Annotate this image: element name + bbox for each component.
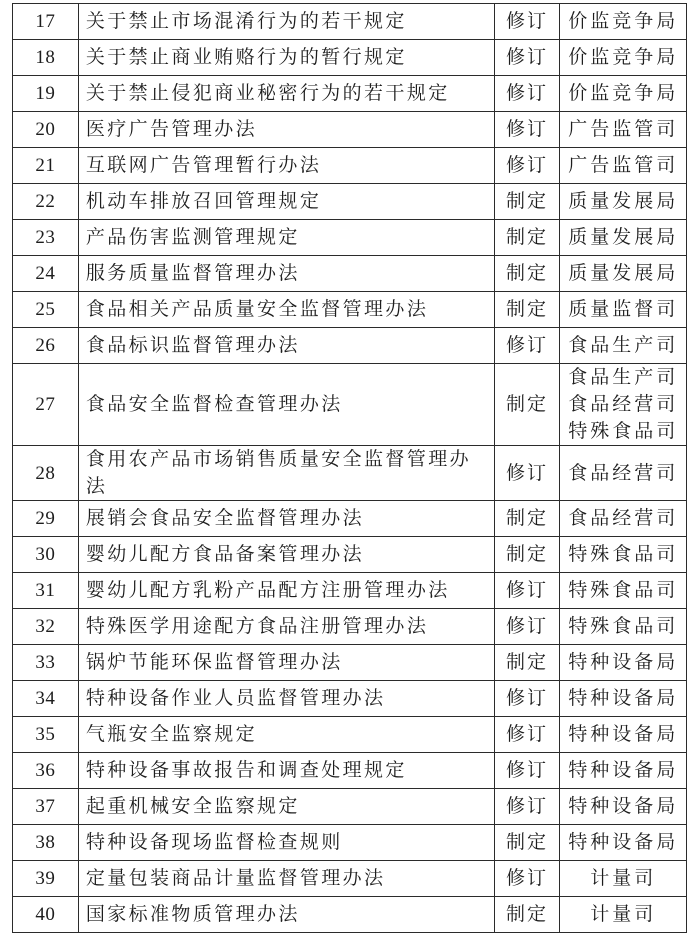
- action-type-cell: 制定: [494, 256, 560, 292]
- row-number-cell: 23: [13, 220, 79, 256]
- action-type-cell: 修订: [494, 609, 560, 645]
- department-cell: [560, 220, 687, 256]
- regulation-name-cell: 婴幼儿配方乳粉产品配方注册管理办法: [78, 573, 494, 609]
- action-type-cell: 修订: [494, 112, 560, 148]
- action-type-cell: 修订: [494, 76, 560, 112]
- table-row: [13, 789, 687, 825]
- action-type-cell: 制定: [494, 897, 560, 933]
- table-row: [13, 220, 687, 256]
- table-row: [13, 753, 687, 789]
- document-page: [0, 3, 687, 925]
- action-type-cell: 修订: [494, 40, 560, 76]
- action-type-cell: 修订: [494, 148, 560, 184]
- table-row: [13, 112, 687, 148]
- regulation-name-cell: 锅炉节能环保监督管理办法: [78, 645, 494, 681]
- table-row: [13, 609, 687, 645]
- regulation-name-cell: 特种设备作业人员监督管理办法: [78, 681, 494, 717]
- row-number-cell: 36: [13, 753, 79, 789]
- row-number-cell: 27: [13, 364, 79, 446]
- department-cell: [560, 861, 687, 897]
- row-number-cell: 37: [13, 789, 79, 825]
- action-type-cell: 修订: [494, 861, 560, 897]
- department-line: 特种设备局: [568, 832, 679, 853]
- regulation-name-cell: 气瓶安全监察规定: [78, 717, 494, 753]
- department-line: 质量监督司: [568, 299, 679, 320]
- row-number-cell: 28: [13, 446, 79, 501]
- department-cell: [560, 573, 687, 609]
- row-number-cell: 18: [13, 40, 79, 76]
- row-number-cell: 35: [13, 717, 79, 753]
- row-number-cell: 34: [13, 681, 79, 717]
- regulations-table: [12, 3, 687, 933]
- department-line: 特殊食品司: [568, 544, 679, 565]
- department-line: 质量发展局: [568, 191, 679, 212]
- department-cell: [560, 328, 687, 364]
- department-cell: [560, 364, 687, 446]
- department-line: 食品生产司: [568, 367, 679, 388]
- action-type-cell: 制定: [494, 501, 560, 537]
- regulation-name-cell: 展销会食品安全监督管理办法: [78, 501, 494, 537]
- department-line: 特种设备局: [568, 652, 679, 673]
- regulation-name-cell: 定量包装商品计量监督管理办法: [78, 861, 494, 897]
- department-cell: [560, 4, 687, 40]
- regulations-table-body: [13, 4, 687, 933]
- department-line: 广告监管司: [568, 155, 679, 176]
- department-cell: [560, 645, 687, 681]
- department-line: 食品经营司: [568, 462, 679, 484]
- action-type-cell: 修订: [494, 753, 560, 789]
- action-type-cell: 修订: [494, 446, 560, 501]
- regulation-name-cell: 关于禁止市场混淆行为的若干规定: [78, 4, 494, 40]
- department-line: 特种设备局: [568, 724, 679, 745]
- table-row: [13, 897, 687, 933]
- department-cell: [560, 76, 687, 112]
- regulation-name-cell: 互联网广告管理暂行办法: [78, 148, 494, 184]
- table-row: [13, 501, 687, 537]
- action-type-cell: 修订: [494, 4, 560, 40]
- regulation-name-cell: 食品标识监督管理办法: [78, 328, 494, 364]
- row-number-cell: 21: [13, 148, 79, 184]
- action-type-cell: 修订: [494, 717, 560, 753]
- table-row: [13, 645, 687, 681]
- row-number-cell: 24: [13, 256, 79, 292]
- row-number-cell: 38: [13, 825, 79, 861]
- regulation-name-cell: 婴幼儿配方食品备案管理办法: [78, 537, 494, 573]
- department-line: 特殊食品司: [568, 616, 679, 637]
- action-type-cell: 修订: [494, 328, 560, 364]
- regulation-name-cell: 起重机械安全监察规定: [78, 789, 494, 825]
- department-line: 质量发展局: [568, 263, 679, 284]
- regulation-name-cell: 国家标准物质管理办法: [78, 897, 494, 933]
- regulation-name-cell: 关于禁止商业贿赂行为的暂行规定: [78, 40, 494, 76]
- row-number-cell: 19: [13, 76, 79, 112]
- table-row: [13, 825, 687, 861]
- department-cell: [560, 40, 687, 76]
- table-row: [13, 446, 687, 501]
- regulation-name-cell: 机动车排放召回管理规定: [78, 184, 494, 220]
- table-row: [13, 76, 687, 112]
- department-line: 计量司: [590, 904, 657, 925]
- regulation-name-cell: 特殊医学用途配方食品注册管理办法: [78, 609, 494, 645]
- department-line: 价监竞争局: [568, 47, 679, 68]
- department-line: 食品经营司: [568, 394, 679, 415]
- department-cell: [560, 148, 687, 184]
- row-number-cell: 33: [13, 645, 79, 681]
- regulation-name-cell: 食用农产品市场销售质量安全监督管理办法: [78, 446, 494, 501]
- department-cell: [560, 112, 687, 148]
- department-cell: [560, 292, 687, 328]
- department-cell: [560, 681, 687, 717]
- department-line: 质量发展局: [568, 227, 679, 248]
- regulation-name-cell: 食品安全监督检查管理办法: [78, 364, 494, 446]
- department-cell: [560, 789, 687, 825]
- department-cell: [560, 501, 687, 537]
- regulation-name-cell: 特种设备现场监督检查规则: [78, 825, 494, 861]
- action-type-cell: 修订: [494, 681, 560, 717]
- regulation-name-cell: 食品相关产品质量安全监督管理办法: [78, 292, 494, 328]
- department-line: 特种设备局: [568, 760, 679, 781]
- table-row: [13, 861, 687, 897]
- action-type-cell: 制定: [494, 220, 560, 256]
- department-line: 特种设备局: [568, 796, 679, 817]
- table-row: [13, 717, 687, 753]
- row-number-cell: 39: [13, 861, 79, 897]
- action-type-cell: 制定: [494, 184, 560, 220]
- department-cell: [560, 256, 687, 292]
- row-number-cell: 40: [13, 897, 79, 933]
- action-type-cell: 制定: [494, 364, 560, 446]
- table-row: [13, 328, 687, 364]
- department-cell: [560, 897, 687, 933]
- action-type-cell: 制定: [494, 825, 560, 861]
- department-cell: [560, 537, 687, 573]
- action-type-cell: 修订: [494, 573, 560, 609]
- regulation-name-cell: 关于禁止侵犯商业秘密行为的若干规定: [78, 76, 494, 112]
- department-line: 特殊食品司: [568, 580, 679, 601]
- table-row: [13, 148, 687, 184]
- row-number-cell: 25: [13, 292, 79, 328]
- regulation-name-cell: 服务质量监督管理办法: [78, 256, 494, 292]
- action-type-cell: 制定: [494, 537, 560, 573]
- department-cell: [560, 446, 687, 501]
- row-number-cell: 22: [13, 184, 79, 220]
- department-line: 广告监管司: [568, 119, 679, 140]
- regulation-name-cell: 特种设备事故报告和调查处理规定: [78, 753, 494, 789]
- row-number-cell: 32: [13, 609, 79, 645]
- regulation-name-cell: 医疗广告管理办法: [78, 112, 494, 148]
- department-cell: [560, 825, 687, 861]
- department-line: 价监竞争局: [568, 11, 679, 32]
- row-number-cell: 20: [13, 112, 79, 148]
- action-type-cell: 修订: [494, 789, 560, 825]
- table-row: [13, 256, 687, 292]
- department-line: 特种设备局: [568, 688, 679, 709]
- table-row: [13, 4, 687, 40]
- row-number-cell: 26: [13, 328, 79, 364]
- row-number-cell: 17: [13, 4, 79, 40]
- row-number-cell: 29: [13, 501, 79, 537]
- department-cell: [560, 717, 687, 753]
- table-row: [13, 292, 687, 328]
- department-line: 特殊食品司: [568, 421, 679, 442]
- table-row: [13, 573, 687, 609]
- department-line: 食品生产司: [568, 335, 679, 356]
- row-number-cell: 31: [13, 573, 79, 609]
- department-cell: [560, 609, 687, 645]
- action-type-cell: 制定: [494, 645, 560, 681]
- department-line: 食品经营司: [568, 508, 679, 529]
- action-type-cell: 制定: [494, 292, 560, 328]
- department-line: 价监竞争局: [568, 83, 679, 104]
- regulation-name-cell: 产品伤害监测管理规定: [78, 220, 494, 256]
- department-cell: [560, 753, 687, 789]
- table-row: [13, 364, 687, 446]
- row-number-cell: 30: [13, 537, 79, 573]
- table-row: [13, 40, 687, 76]
- department-line: 计量司: [590, 868, 657, 889]
- table-row: [13, 537, 687, 573]
- department-cell: [560, 184, 687, 220]
- table-row: [13, 681, 687, 717]
- table-row: [13, 184, 687, 220]
